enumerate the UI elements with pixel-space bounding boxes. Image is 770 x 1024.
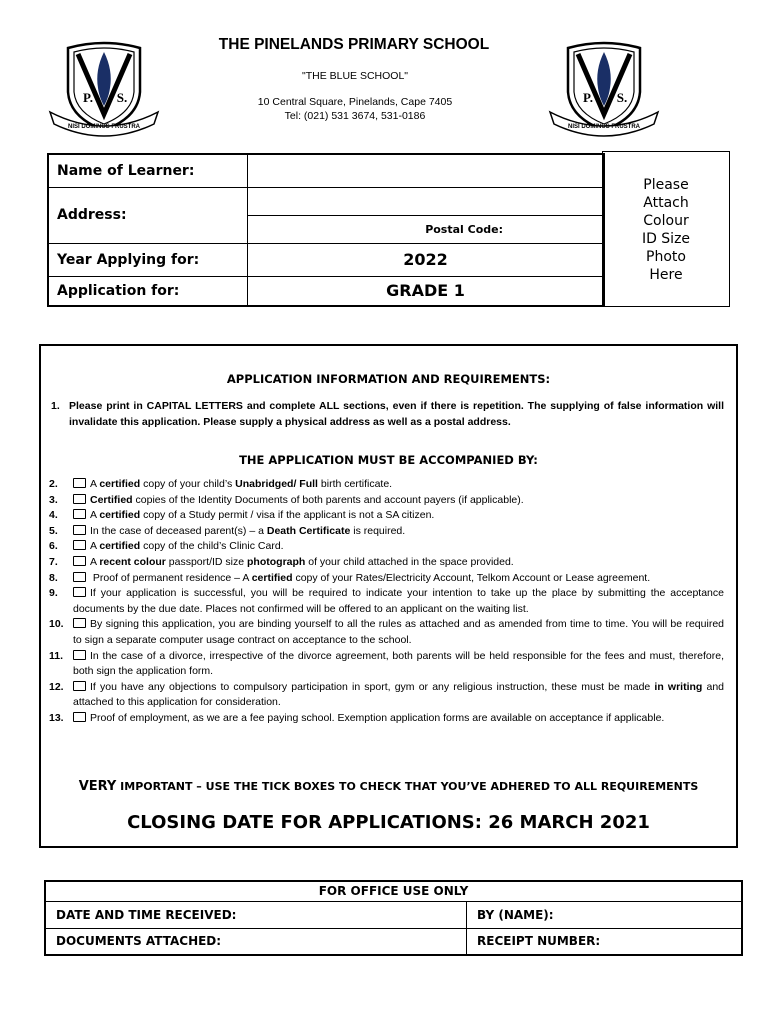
checkbox[interactable] — [73, 712, 86, 722]
requirements-list — [49, 477, 724, 727]
school-crest-left-logo — [48, 40, 160, 138]
address-label: Address: — [48, 187, 248, 243]
year-applying-value: 2022 — [248, 243, 605, 276]
item-number: 1. — [51, 400, 60, 412]
date-time-received-field[interactable] — [45, 901, 467, 928]
important-note-text: IMPORTANT – USE THE TICK BOXES TO CHECK THAT YOU’VE ADHERED TO ALL REQUIREMENTS — [116, 780, 699, 793]
crest-initial-left: P. — [583, 90, 593, 105]
important-note-emphasis: VERY — [78, 779, 117, 794]
photo-line: ID Size — [641, 231, 691, 247]
accompanied-by-heading: THE APPLICATION MUST BE ACCOMPANIED BY: — [239, 453, 538, 467]
checkbox[interactable] — [73, 494, 86, 504]
school-title: THE PINELANDS PRIMARY SCHOOL — [218, 36, 490, 53]
checkbox[interactable] — [73, 572, 86, 582]
important-note — [41, 779, 736, 794]
photo-line: Colour — [643, 213, 689, 229]
crest-initial-right: S. — [616, 90, 628, 105]
checkbox[interactable] — [73, 478, 86, 488]
documents-attached-label: DOCUMENTS ATTACHED: — [56, 934, 222, 949]
office-use-table — [44, 880, 743, 956]
item-number: 13. — [49, 711, 64, 724]
school-telephone: Tel: (021) 531 3674, 531-0186 — [284, 110, 426, 122]
requirement-item-8: 8. Proof of permanent residence – A certified copy of your Rates/Electricity Account, Telkom Account or Lease agreement. — [49, 571, 724, 587]
requirement-item-1 — [51, 398, 724, 430]
item-number: 4. — [49, 509, 58, 522]
checkbox[interactable] — [73, 587, 86, 597]
learner-details-table — [47, 153, 605, 307]
school-crest-right-logo — [548, 40, 660, 138]
closing-date: CLOSING DATE FOR APPLICATIONS: 26 MARCH 2021 — [127, 812, 650, 833]
checkbox[interactable] — [73, 618, 86, 628]
checkbox[interactable] — [73, 650, 86, 660]
address-field[interactable] — [248, 187, 605, 215]
school-address: 10 Central Square, Pinelands, Cape 7405 — [257, 96, 453, 108]
office-use-heading: FOR OFFICE USE ONLY — [45, 881, 742, 901]
item-number: 2. — [49, 478, 58, 490]
requirement-item-3: 3. Certified copies of the Identity Documents of both parents and account payers (if applicable). — [49, 493, 724, 509]
documents-attached-field[interactable] — [45, 928, 467, 955]
crest-initial-left: P. — [83, 90, 93, 105]
requirement-item-10: 10. By signing this application, you are binding yourself to all the rules as attached and as amended from time to time. You will be required to sign a separate computer usage contract on acceptance to the school. — [49, 617, 724, 648]
requirement-item-9: 9. If your application is successful, you will be required to indicate your intention to take up the place by submitting the acceptance documents by the due date. Places not confirmed will be offered to an applicant on the waiting list. — [49, 586, 724, 617]
checkbox[interactable] — [73, 556, 86, 566]
requirements-section — [39, 344, 738, 848]
photo-line: Please — [643, 177, 689, 193]
postal-code-field[interactable] — [248, 215, 605, 243]
item-number: 3. — [49, 493, 58, 506]
crest-initial-right: S. — [116, 90, 128, 105]
checkbox[interactable] — [73, 525, 86, 535]
item-number: 11. — [49, 649, 64, 662]
requirement-item-4: 4. A certified copy of a Study permit / visa if the applicant is not a SA citizen. — [49, 508, 724, 524]
item-number: 7. — [49, 555, 58, 568]
photo-line: Photo — [646, 249, 686, 265]
name-of-learner-label: Name of Learner: — [48, 154, 248, 187]
postal-code-label: Postal Code: — [425, 222, 503, 236]
photo-placeholder-box[interactable] — [602, 151, 730, 307]
item-number: 5. — [49, 524, 58, 537]
checkbox[interactable] — [73, 540, 86, 550]
item-number: 6. — [49, 540, 58, 553]
year-applying-label: Year Applying for: — [48, 243, 248, 276]
item-text: Please print in CAPITAL LETTERS and complete ALL sections, even if there is repetition. The supplying of false information will invalidate this application. Please supply a physical address as well as a postal address. — [69, 400, 724, 428]
requirement-item-13: 13. Proof of employment, as we are a fee paying school. Exemption application forms are available on acceptance if applicable. — [49, 711, 724, 727]
crest-motto: NISI DOMINUS FRUSTRA — [68, 124, 140, 130]
item-number: 10. — [49, 618, 64, 631]
received-by-field[interactable] — [467, 901, 743, 928]
checkbox[interactable] — [73, 681, 86, 691]
receipt-number-label: RECEIPT NUMBER: — [477, 934, 601, 949]
checkbox[interactable] — [73, 509, 86, 519]
date-time-received-label: DATE AND TIME RECEIVED: — [56, 907, 237, 922]
receipt-number-field[interactable] — [467, 928, 743, 955]
name-of-learner-field[interactable] — [248, 154, 605, 187]
requirement-item-5: 5. In the case of deceased parent(s) – a Death Certificate is required. — [49, 524, 724, 540]
requirement-item-7: 7. A recent colour passport/ID size photograph of your child attached in the space provided. — [49, 555, 724, 571]
requirement-item-6: 6. A certified copy of the child’s Clinic Card. — [49, 539, 724, 555]
item-number: 12. — [49, 680, 64, 693]
received-by-label: BY (NAME): — [477, 907, 554, 922]
application-for-label: Application for: — [48, 276, 248, 306]
photo-line: Attach — [643, 195, 689, 211]
photo-line: Here — [649, 267, 683, 283]
item-number: 8. — [49, 571, 58, 584]
requirements-heading: APPLICATION INFORMATION AND REQUIREMENTS: — [226, 372, 551, 386]
requirement-item-2: 2. A certified copy of your child’s Unabridged/ Full birth certificate. — [49, 477, 724, 493]
requirement-item-11: 11. In the case of a divorce, irrespective of the divorce agreement, both parents will be held responsible for the fees and must, therefore, both sign the application form. — [49, 649, 724, 680]
school-nickname: "THE BLUE SCHOOL" — [301, 70, 409, 82]
crest-motto: NISI DOMINUS FRUSTRA — [568, 124, 640, 130]
requirement-item-12: 12. If you have any objections to compulsory participation in sport, gym or any religious instruction, these must be made in writing and attached to this application for consideration. — [49, 680, 724, 711]
item-number: 9. — [49, 587, 58, 600]
application-for-value: GRADE 1 — [248, 276, 605, 306]
